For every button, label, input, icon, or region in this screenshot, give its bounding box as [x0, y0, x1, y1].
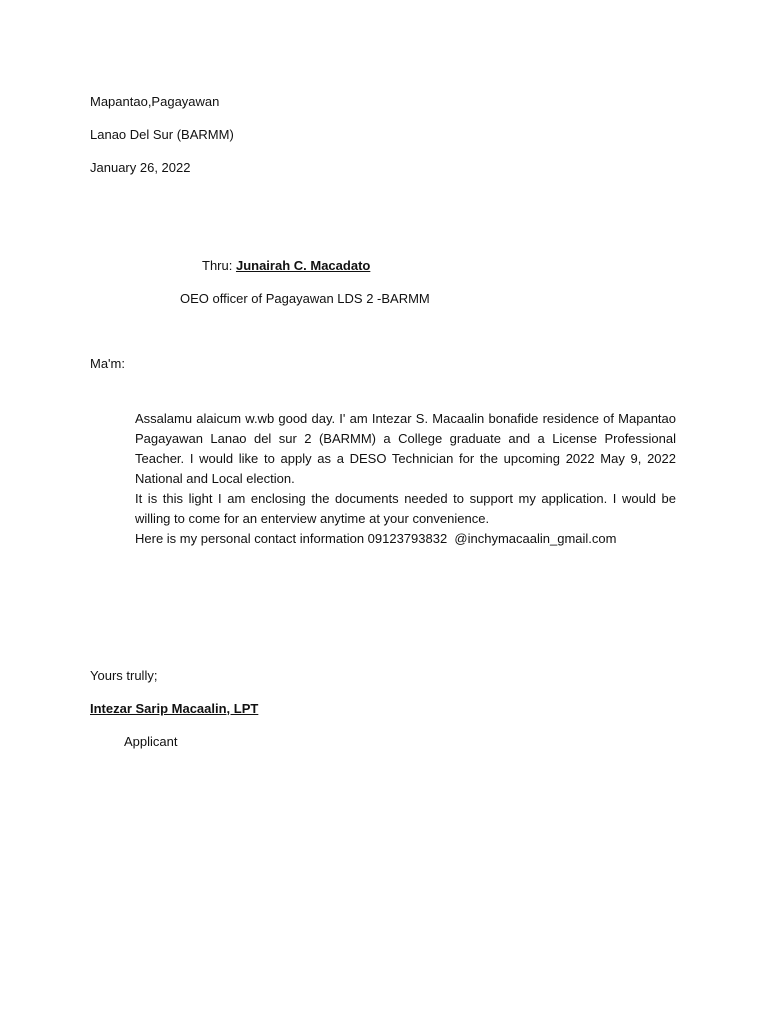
recipient-name: Junairah C. Macadato — [235, 258, 371, 273]
body-paragraph-2: It is this light I am enclosing the documents needed to support my application. I would be willing to come for an enterview anytime at your convenience. — [135, 491, 676, 526]
recipient-position: OEO officer of Pagayawan LDS 2 -BARMM — [180, 291, 430, 306]
sender-address-line1: Mapantao,Pagayawan — [90, 94, 220, 109]
thru-line — [202, 258, 370, 274]
salutation: Ma'm: — [90, 356, 125, 371]
signatory-name: Intezar Sarip Macaalin, LPT — [90, 701, 259, 716]
sender-address-line2: Lanao Del Sur (BARMM) — [90, 127, 234, 142]
body-paragraph-1: Assalamu alaicum w.wb good day. I' am Intezar S. Macaalin bonafide residence of Mapantao Pagayawan Lanao del sur 2 (BARMM) a College graduate and a License Professional Teacher. I would like to apply as a DESO Technician for the upcoming 2022 May 9, 2022 National and Local election. — [135, 411, 676, 486]
signatory-role: Applicant — [124, 734, 178, 749]
thru-prefix: Thru: — [202, 258, 236, 273]
valediction: Yours trully; — [90, 668, 158, 683]
letter-body — [135, 409, 676, 549]
body-paragraph-3: Here is my personal contact information 09123793832 @inchymacaalin_gmail.com — [135, 531, 617, 546]
letter-date: January 26, 2022 — [90, 160, 191, 175]
